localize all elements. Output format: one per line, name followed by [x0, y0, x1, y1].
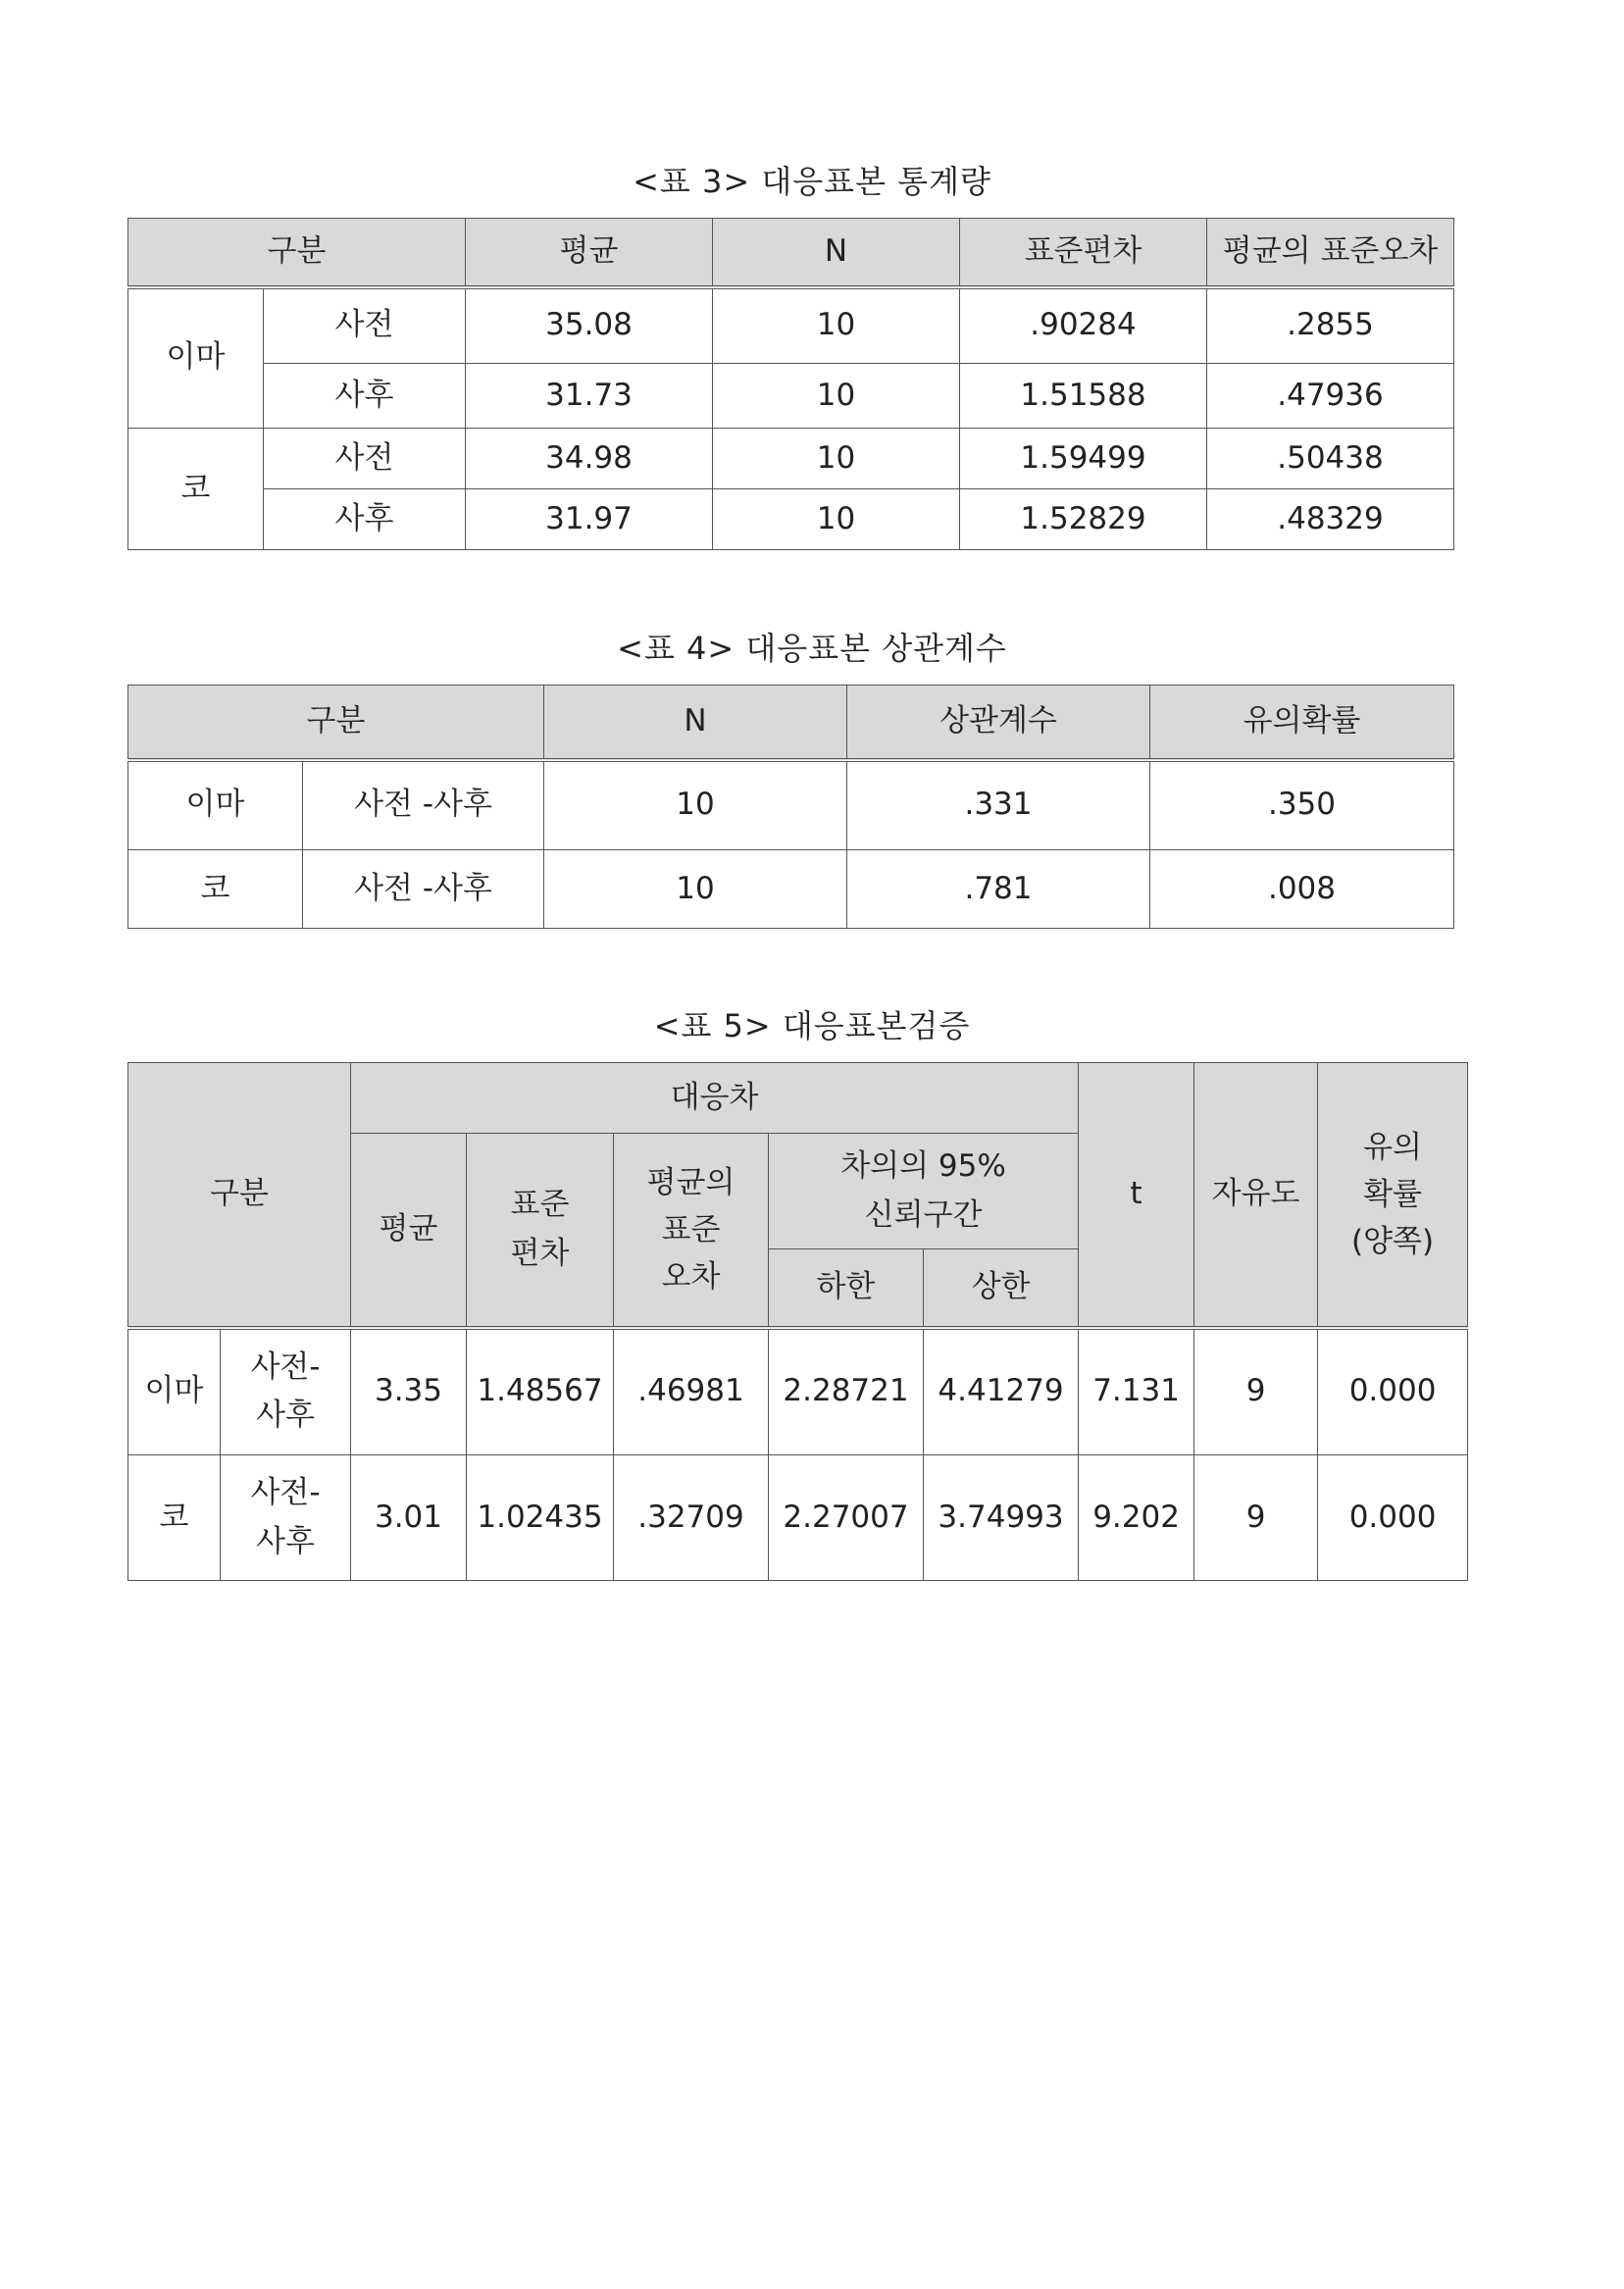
- group-label: 이마: [128, 760, 303, 850]
- group-label: 코: [128, 1455, 221, 1581]
- table5-paired-test: [127, 1062, 1468, 1581]
- pair-label: [221, 1328, 351, 1455]
- header-t: t: [1079, 1063, 1194, 1328]
- significance-line2: 확률: [1363, 1176, 1423, 1212]
- header-sd: [467, 1134, 614, 1328]
- table-row: [128, 489, 1454, 550]
- n-value: 10: [713, 364, 960, 429]
- group-label: 코: [128, 850, 303, 929]
- pair-label: 사전 -사후: [303, 760, 544, 850]
- se-line1: 평균의: [646, 1164, 736, 1200]
- correlation-value: .781: [847, 850, 1150, 929]
- table-row: [128, 429, 1454, 489]
- header-n: N: [544, 686, 847, 760]
- pair-label: [221, 1455, 351, 1581]
- se-value: .46981: [614, 1328, 769, 1455]
- sd-value: 1.59499: [960, 429, 1207, 489]
- table4-caption: <표 4> 대응표본 상관계수: [617, 630, 1007, 667]
- sd-value: 1.51588: [960, 364, 1207, 429]
- ci-line2: 신뢰구간: [864, 1196, 983, 1233]
- phase-label: 사후: [264, 364, 466, 429]
- header-category: 구분: [128, 686, 544, 760]
- se-line2: 표준: [661, 1211, 721, 1247]
- lower-value: 2.27007: [769, 1455, 924, 1581]
- table-row: [128, 287, 1454, 364]
- header-category: 구분: [128, 219, 466, 287]
- se-value: .2855: [1207, 287, 1454, 364]
- df-value: 9: [1194, 1328, 1318, 1455]
- table-row: [128, 1328, 1468, 1455]
- header-significance: 유의확률: [1150, 686, 1454, 760]
- significance-value: 0.000: [1318, 1455, 1468, 1581]
- phase-label: 사전: [264, 429, 466, 489]
- mean-value: 34.98: [466, 429, 713, 489]
- mean-value: 31.73: [466, 364, 713, 429]
- n-value: 10: [713, 287, 960, 364]
- se-line3: 오차: [661, 1258, 721, 1295]
- group-label: 코: [128, 429, 264, 550]
- se-value: .32709: [614, 1455, 769, 1581]
- header-df: 자유도: [1194, 1063, 1318, 1328]
- header-se: [614, 1134, 769, 1328]
- phase-label: 사전: [264, 287, 466, 364]
- pair-line1: 사전-: [250, 1474, 321, 1510]
- mean-value: 35.08: [466, 287, 713, 364]
- header-confidence-interval: [769, 1134, 1079, 1249]
- header-mean: 평균: [466, 219, 713, 287]
- header-upper: 상한: [924, 1249, 1079, 1328]
- significance-line3: (양쪽): [1351, 1223, 1435, 1259]
- header-sd: 표준편차: [960, 219, 1207, 287]
- se-value: .50438: [1207, 429, 1454, 489]
- t-value: 7.131: [1079, 1328, 1194, 1455]
- header-correlation: 상관계수: [847, 686, 1150, 760]
- significance-value: .350: [1150, 760, 1454, 850]
- table3-caption: <표 3> 대응표본 통계량: [633, 163, 991, 200]
- significance-line1: 유의: [1363, 1129, 1423, 1165]
- header-n: N: [713, 219, 960, 287]
- header-se: 평균의 표준오차: [1207, 219, 1454, 287]
- n-value: 10: [544, 850, 847, 929]
- n-value: 10: [544, 760, 847, 850]
- table-row: [128, 760, 1454, 850]
- pair-line2: 사후: [256, 1523, 315, 1559]
- t-value: 9.202: [1079, 1455, 1194, 1581]
- sd-line1: 표준: [510, 1187, 570, 1223]
- phase-label: 사후: [264, 489, 466, 550]
- header-lower: 하한: [769, 1249, 924, 1328]
- n-value: 10: [713, 429, 960, 489]
- pair-label: 사전 -사후: [303, 850, 544, 929]
- header-paired-differences: 대응차: [351, 1063, 1079, 1134]
- sd-value: 1.02435: [467, 1455, 614, 1581]
- table4-paired-correlations: [127, 685, 1454, 929]
- mean-value: 3.35: [351, 1328, 467, 1455]
- se-value: .47936: [1207, 364, 1454, 429]
- header-category: 구분: [128, 1063, 351, 1328]
- n-value: 10: [713, 489, 960, 550]
- table-row: [128, 364, 1454, 429]
- ci-line1: 차의의 95%: [840, 1147, 1006, 1184]
- sd-line2: 편차: [510, 1235, 570, 1271]
- upper-value: 4.41279: [924, 1328, 1079, 1455]
- group-label: 이마: [128, 1328, 221, 1455]
- significance-value: .008: [1150, 850, 1454, 929]
- pair-line1: 사전-: [250, 1348, 321, 1385]
- mean-value: 3.01: [351, 1455, 467, 1581]
- sd-value: 1.48567: [467, 1328, 614, 1455]
- df-value: 9: [1194, 1455, 1318, 1581]
- sd-value: .90284: [960, 287, 1207, 364]
- group-label: 이마: [128, 287, 264, 429]
- table5-caption: <표 5> 대응표본검증: [653, 1007, 971, 1044]
- table-row: [128, 850, 1454, 929]
- table3-paired-statistics: [127, 218, 1454, 550]
- sd-value: 1.52829: [960, 489, 1207, 550]
- mean-value: 31.97: [466, 489, 713, 550]
- header-mean: 평균: [351, 1134, 467, 1328]
- upper-value: 3.74993: [924, 1455, 1079, 1581]
- table-row: [128, 1455, 1468, 1581]
- se-value: .48329: [1207, 489, 1454, 550]
- significance-value: 0.000: [1318, 1328, 1468, 1455]
- pair-line2: 사후: [256, 1398, 315, 1434]
- lower-value: 2.28721: [769, 1328, 924, 1455]
- correlation-value: .331: [847, 760, 1150, 850]
- header-significance: [1318, 1063, 1468, 1328]
